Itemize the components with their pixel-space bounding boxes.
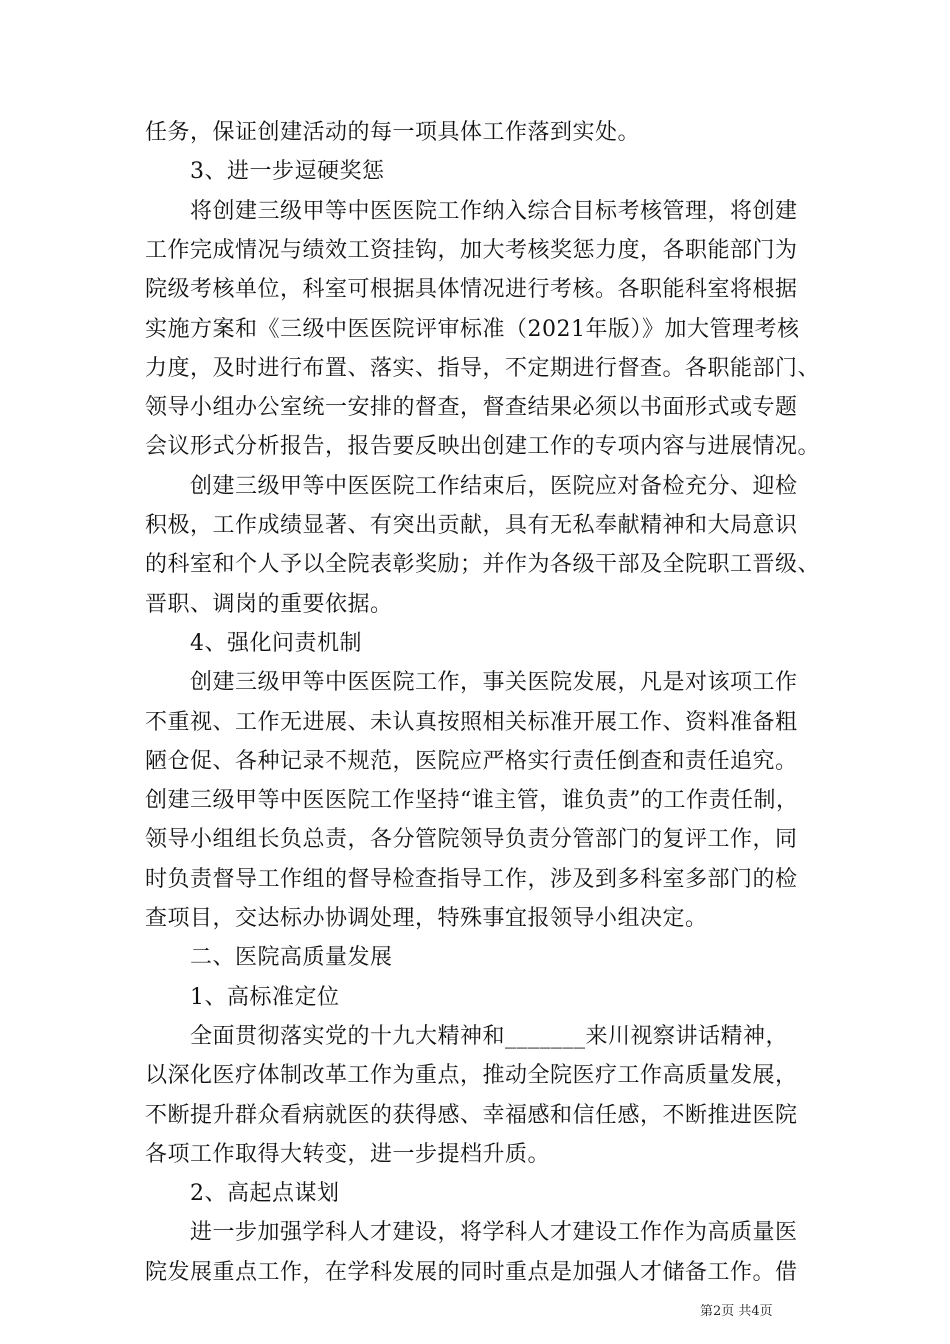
- text-line: 以深化医疗体制改革工作为重点，推动全院医疗工作高质量发展，: [145, 1063, 798, 1089]
- text-line: 陋仓促、各种记录不规范，医院应严格实行责任倒查和责任追究。: [145, 748, 798, 774]
- text-line: 不重视、工作无进展、未认真按照相关标准开展工作、资料准备粗: [145, 709, 798, 735]
- page-footer: 第2页 共4页: [700, 1304, 773, 1319]
- text-line: 查项目，交达标办协调处理，特殊事宜报领导小组决定。: [145, 906, 708, 931]
- text-line: 进一步加强学科人才建设，将学科人才建设工作作为高质量医: [145, 1220, 798, 1246]
- text-line: 领导小组组长负总责，各分管院领导负责分管部门的复评工作，同: [145, 827, 798, 853]
- text-line: 工作完成情况与绩效工资挂钩，加大考核奖惩力度，各职能部门为: [145, 237, 798, 263]
- text-line: 2、高起点谋划: [145, 1181, 340, 1207]
- text-line: 4、强化问责机制: [145, 630, 362, 656]
- text-line: 力度，及时进行布置、落实、指导，不定期进行督查。各职能部门、: [145, 355, 821, 381]
- text-line: 实施方案和《三级中医医院评审标准（2021年版）》加大管理考核: [145, 316, 800, 342]
- text-line: 创建三级甲等中医医院工作坚持“谁主管，谁负责”的工作责任制，: [145, 788, 799, 814]
- text-line: 创建三级甲等中医医院工作，事关医院发展，凡是对该项工作: [145, 670, 798, 696]
- text-line: 不断提升群众看病就医的获得感、幸福感和信任感，不断推进医院: [145, 1102, 798, 1128]
- text-line: 积极，工作成绩显著、有突出贡献，具有无私奉献精神和大局意识: [145, 513, 798, 538]
- text-line: 的科室和个人予以全院表彰奖励；并作为各级干部及全院职工晋级、: [145, 552, 821, 578]
- text-line: 全面贯彻落实党的十九大精神和_______来川视察讲话精神，: [145, 1023, 789, 1049]
- text-line: 将创建三级甲等中医医院工作纳入综合目标考核管理，将创建: [145, 198, 798, 224]
- text-line: 晋职、调岗的重要依据。: [145, 591, 393, 617]
- text-line: 任务，保证创建活动的每一项具体工作落到实处。: [145, 120, 641, 145]
- text-line: 二、医院高质量发展: [145, 945, 393, 971]
- text-line: 院级考核单位，科室可根据具体情况进行考核。各职能科室将根据: [145, 277, 798, 303]
- text-line: 各项工作取得大转变，进一步提档升质。: [145, 1141, 551, 1167]
- text-line: 院发展重点工作，在学科发展的同时重点是加强人才储备工作。借: [145, 1259, 798, 1285]
- text-line: 1、高标准定位: [145, 984, 340, 1010]
- text-line: 领导小组办公室统一安排的督查，督查结果必须以书面形式或专题: [145, 395, 798, 421]
- text-line: 会议形式分析报告，报告要反映出创建工作的专项内容与进展情况。: [145, 434, 821, 460]
- text-line: 时负责督导工作组的督导检查指导工作，涉及到多科室多部门的检: [145, 866, 798, 892]
- text-line: 3、进一步逗硬奖惩: [145, 159, 385, 185]
- text-line: 创建三级甲等中医医院工作结束后，医院应对备检充分、迎检: [145, 473, 798, 499]
